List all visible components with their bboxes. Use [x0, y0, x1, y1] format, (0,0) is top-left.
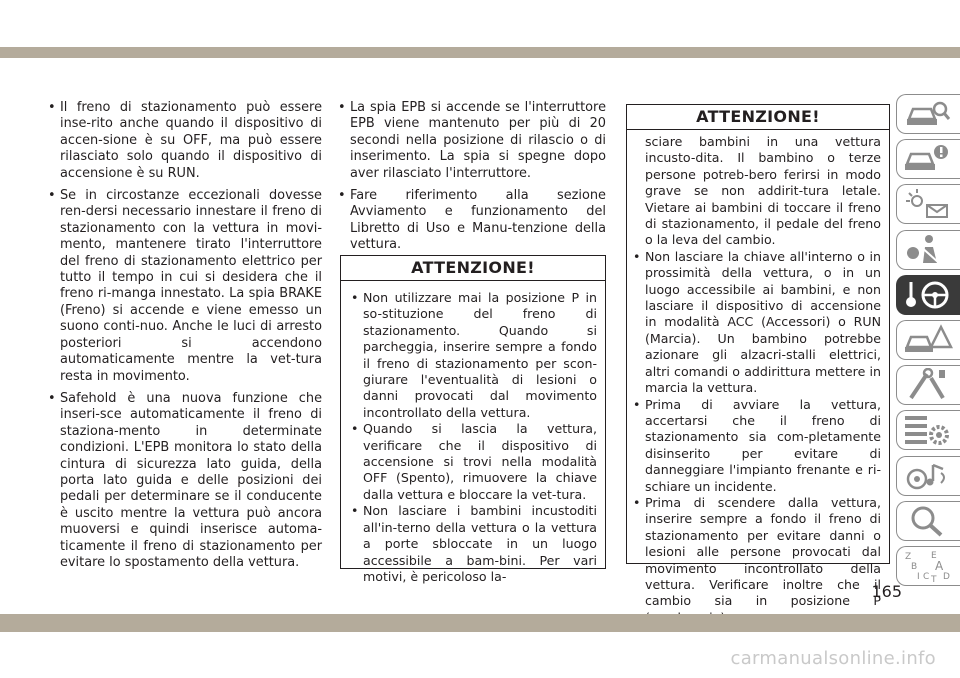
steering-key-icon	[903, 278, 953, 312]
list-item: • Prima di avviare la vettura, accertarsi che il freno di stazionamento sia com-pletamente disinserito per evitare di danneggiare l'impianto frenante e ri-schiare un incidente.	[633, 397, 881, 495]
multimedia-icon	[903, 459, 953, 493]
index-search-icon	[903, 504, 953, 538]
warning-light-icon	[903, 187, 953, 221]
index-letter: T	[931, 574, 937, 583]
watermark	[0, 648, 960, 669]
tab-car-info[interactable]	[896, 139, 960, 179]
index-letter: I	[917, 571, 920, 582]
tab-multimedia[interactable]	[896, 456, 960, 496]
list-item: • La spia EPB si accende se l'interruttore EPB viene mantenuto per più di 20 secondi nella posizione di rilascio o di inserimento. La spia si spegne dopo aver rilasciato l'interruttore.	[338, 100, 606, 182]
tab-warning-lights[interactable]	[896, 184, 960, 224]
warning-body	[341, 281, 605, 585]
warning-box-1	[340, 255, 606, 584]
tab-emergency[interactable]	[896, 320, 960, 360]
tab-customer-assistance[interactable]	[896, 501, 960, 541]
specs-gear-icon	[903, 413, 953, 447]
index-letter: D	[943, 571, 950, 582]
list-item: • Prima di scendere dalla vettura, inserire sempre a fondo il freno di stazionamento per evitare danni o lesioni alle persone provocati dal movimento incontrollato della vettura. Verificare inoltre che il cambio sia in posizione P	[633, 495, 881, 626]
car-search-icon	[903, 97, 953, 131]
alphabetical-index-icon	[903, 549, 953, 583]
text-column-left	[48, 100, 322, 577]
watermark-text: carmanualsonline.info	[730, 648, 936, 669]
list-item: • Quando si lascia la vettura, verificare che il dispositivo di accensione si trovi nella modalità OFF (Spento), rimuovere la chiave dalla vettura e bloccare la vet-tura.	[351, 421, 597, 503]
list-item: • Safehold è una nuova funzione che inseri-sce automaticamente il freno di staziona-mento in determinate condizioni. L'EPB monitora lo stato della cintura di sicurezza lato guida, della porta lato guida e delle posizioni dei pedali per determinare se il conducente è uscito mentre la vettura può ancora muoversi e quindi inserisce automa-ticamente il freno di stazionamento per evitare lo spostamento della vettura.	[48, 391, 322, 571]
continued-text: sciare bambini in una vettura incusto-dita. Il bambino o terze persone potreb-bero ferirsi in modo grave se non addirit-tura letale. Vietare ai bambini di toccare il freno di stazionamento, il pedale del freno o la leva del cambio.	[645, 134, 881, 248]
list-item: • Non utilizzare mai la posizione P in so-stituzione del freno di stazionamento. Quando si parcheggia, inserire sempre a fondo il freno di stazionamento per scon-giurare l'eventualità di lesioni o danni provocati dal movimento incontrollato della vettura.	[351, 290, 597, 421]
list-item: • Fare riferimento alla sezione Avviamento e funzionamento del Libretto di Uso e Manu-tenzione della vettura.	[338, 188, 606, 254]
warning-list	[351, 290, 597, 585]
index-letter: Z	[905, 551, 912, 562]
tab-safety[interactable]	[896, 230, 960, 270]
seatbelt-airbag-icon	[903, 233, 953, 267]
index-letter: A	[935, 558, 944, 573]
list-item: • Se in circostanze eccezionali dovesse ren-dersi necessario innestare il freno di stazionamento con la vettura in movi-mento, mantenere tirato l'interruttore del freno di stazionamento elettrico per tutto il tempo in cui si desidera che il freno ri-manga innestato. La spia BRAKE (Freno) si accende e viene emesso un suono conti-nuo. Anche le luci di arresto posteriori si accendono automaticamente mentre la vet-tura resta in movimento.	[48, 188, 322, 385]
page-number: 165	[871, 582, 902, 601]
chapter-tabs	[896, 94, 960, 591]
tab-specifications[interactable]	[896, 410, 960, 450]
header-bar	[0, 47, 960, 58]
bullet-list	[48, 100, 322, 571]
car-hazard-icon	[903, 323, 953, 357]
text-column-middle	[338, 100, 606, 260]
tab-starting-operating[interactable]	[896, 275, 960, 315]
footer-bar	[0, 614, 960, 632]
list-item: • Non lasciare la chiave all'interno o in prossimità della vettura, o in un luogo accessibile ai bambini, e non lasciare il dispositivo di accensione in modalità ACC (Accessori) o RUN (Marcia). Un bambino potrebbe azionare gli alzacri-stalli elettrici, altri comandi o addirittura mettere in marcia la vettura.	[633, 249, 881, 397]
wrench-tools-icon	[903, 368, 953, 402]
index-letter: E	[931, 550, 937, 561]
index-letter: C	[923, 571, 930, 582]
list-item: • Non lasciare i bambini incustoditi all'in-terno della vettura o la vettura a porte sbloccate in un luogo accessibile a bam-bini. Per vari motivi, è pericoloso la-	[351, 503, 597, 585]
list-item: • Il freno di stazionamento può essere inse-rito anche quando il dispositivo di accen-sione è su OFF, ma può essere rilasciato solo quando il dispositivo di accensione è su RUN.	[48, 100, 322, 182]
tab-index[interactable]	[896, 546, 960, 586]
warning-title: ATTENZIONE!	[627, 105, 889, 130]
warning-body	[627, 130, 889, 626]
car-info-icon	[903, 142, 953, 176]
warning-list	[633, 249, 881, 626]
index-letter: B	[911, 561, 918, 572]
tab-car-search[interactable]	[896, 94, 960, 134]
bullet-list	[338, 100, 606, 254]
tab-servicing[interactable]	[896, 365, 960, 405]
warning-title: ATTENZIONE!	[341, 256, 605, 281]
